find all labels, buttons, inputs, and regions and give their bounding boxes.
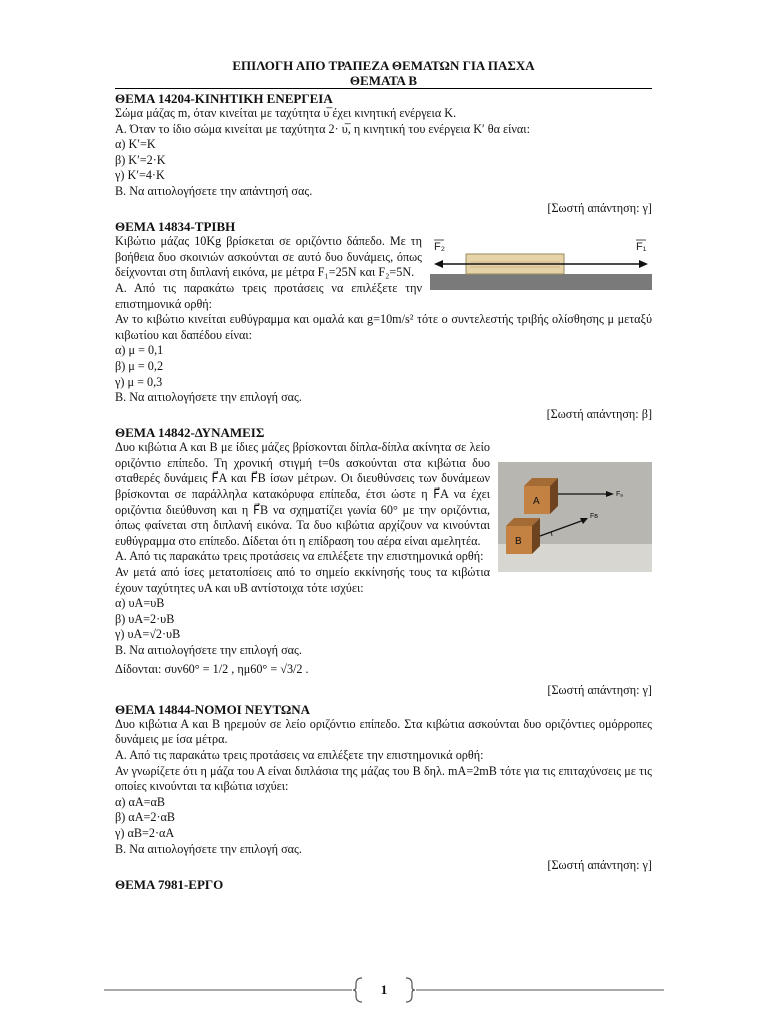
force-f1-label: F₁ (636, 241, 647, 254)
option-c: γ) υA=√2·υB (115, 627, 181, 642)
topic-title: ΘΕΜΑ 14844-ΝΟΜΟΙ ΝΕΥΤΩΝΑ (115, 701, 311, 717)
crate-rope-diagram (430, 238, 652, 290)
question-a: Α. Από τις παρακάτω τρεις προτάσεις να επιλέξετε την επιστημονικά ορθή: (115, 280, 422, 311)
correct-answer: [Σωστή απάντηση: γ] (547, 858, 652, 873)
correct-answer: [Σωστή απάντηση: β] (546, 406, 652, 421)
force-b-label: Fв (590, 513, 598, 521)
question-b: Β. Να αιτιολογήσετε την απάντησή σας. (115, 183, 313, 198)
box-a-label: A (533, 496, 540, 508)
question-condition: Αν μετά από ίσες μετατοπίσεις από το σημείο εκκίνησής τους τα κιβώτια έχουν ταχύτητες υA και υB αντίστοιχα τότε ισχύει: (115, 565, 490, 595)
force-a-label: Fₐ (616, 491, 623, 499)
option-a: α) K′=K (115, 137, 156, 152)
correct-answer: [Σωστή απάντηση: γ] (547, 683, 652, 698)
option-a: α) υA=υB (115, 596, 165, 611)
crate-rope-figure (430, 238, 652, 290)
page-footer (0, 976, 768, 1006)
question-b: Β. Να αιτιολογήσετε την επιλογή σας. (115, 643, 302, 657)
question-a: Α. Όταν το ίδιο σώμα κινείται με ταχύτητα 2· υ̅, η κινητική του ενέργεια K′ θα είναι: (115, 121, 530, 136)
topic-title-work: ΘΕΜΑ 7981-ΕΡΓΟ (115, 876, 224, 892)
option-a: α) αA=αB (115, 794, 166, 809)
problem-statement: Κιβώτιο μάζας 10Kg βρίσκεται σε οριζόντιο δάπεδο. Με τη βοήθεια δυο σκοινιών ασκούνται σε αυτό δυο δυνάμεις, όπως δείχνονται στη διπλανή εικόνα, με μέτρα F₁=25N και F₂=5N. (115, 234, 422, 280)
topic-newton-laws (115, 702, 652, 874)
option-c: γ) K′=4·K (115, 168, 165, 183)
option-b: β) υA=2·υB (115, 611, 175, 626)
question-condition: Αν το κιβώτιο κινείται ευθύγραμμα και ομαλά και g=10m/s² τότε ο συντελεστής τριβής ολίσθησης μ μεταξύ κιβωτίου και δαπέδου είναι: (115, 312, 652, 342)
topic-kinetic-energy (115, 91, 652, 216)
two-boxes-diagram (498, 462, 652, 572)
arrow-right (639, 260, 648, 268)
page-number: 1 (380, 982, 388, 997)
topic-title: ΘΕΜΑ 14204-ΚΙΝΗΤΙΚΗ ΕΝΕΡΓΕΙΑ (115, 91, 333, 106)
correct-answer: [Σωστή απάντηση: γ] (547, 200, 652, 215)
question-condition: Αν γνωρίζετε ότι η μάζα του Α είναι διπλάσια της μάζας του Β δηλ. mA=2mB τότε για τις επιταχύνσεις με τις οποίες κινούνται τα κιβώτια ισχύει: (115, 763, 652, 794)
document-subtitle: ΘΕΜΑΤΑ Β (115, 73, 652, 89)
two-boxes-figure (498, 462, 652, 572)
option-b: β) K′=2·K (115, 152, 166, 167)
force-f2-label: F₂ (434, 241, 445, 254)
topic-friction (115, 219, 652, 422)
floor-surface (430, 274, 652, 290)
given-values: Δίδονται: συν60° = 1/2 , ημ60° = √3/2 . (115, 661, 309, 676)
problem-statement: Δυο κιβώτια Α και Β με ίδιες μάζες βρίσκονται δίπλα-δίπλα ακίνητα σε λείο οριζόντιο επίπεδο. Τη χρονική στιγμή t=0s ασκούνται στα κιβώτια δυο σταθερές δυνάμεις F⃗A και F⃗B ίσων μέτρων. Οι διευθύνσεις των δυνάμεων βρίσκονται σε παράλληλα κατακόρυφα επίπεδα, έτσι ώστε η F⃗A να έχει οριζόντια διεύθυνση και η F⃗B να σχηματίζει γωνία 60° με την οριζόντια, όπως φαίνεται στη διπλανή εικόνα. Τα δυο κιβώτια αρχίζουν να κινούνται ευθύγραμμα στο επίπεδο. Δίδεται ότι η επίδραση του αέρα είναι αμελητέα. (115, 440, 490, 548)
option-c: γ) αB=2·αA (115, 825, 175, 840)
box-b-label: B (515, 536, 522, 548)
option-c: γ) μ = 0,3 (115, 374, 163, 389)
problem-statement: Σώμα μάζας m, όταν κινείται με ταχύτητα υ̅ έχει κινητική ενέργεια K. (115, 106, 457, 120)
problem-statement: Δυο κιβώτια Α και Β ηρεμούν σε λείο οριζόντιο επίπεδο. Στα κιβώτια ασκούνται δυο οριζόντιες ομόρροπες δυνάμεις με ίσα μέτρα. (115, 716, 652, 747)
topic-title: ΘΕΜΑ 14834-ΤΡΙΒΗ (115, 219, 236, 235)
option-b: β) αA=2·αB (115, 810, 176, 825)
question-b: Β. Να αιτιολογήσετε την επιλογή σας. (115, 841, 302, 856)
question-a: Α. Από τις παρακάτω τρεις προτάσεις να επιλέξετε την επιστημονικά ορθή: (115, 747, 484, 762)
topic-title: ΘΕΜΑ 14842-ΔΥΝΑΜΕΙΣ (115, 425, 265, 441)
document-title: ΕΠΙΛΟΓΗ ΑΠΟ ΤΡΑΠΕΖΑ ΘΕΜΑΤΩΝ ΓΙΑ ΠΑΣΧΑ (232, 58, 535, 73)
question-b: Β. Να αιτιολογήσετε την επιλογή σας. (115, 390, 302, 405)
document-page (115, 58, 652, 892)
option-a: α) μ = 0,1 (115, 343, 164, 358)
topic-forces (115, 425, 652, 699)
option-b: β) μ = 0,2 (115, 358, 164, 373)
arrow-left (434, 260, 443, 268)
question-a: Α. Από τις παρακάτω τρεις προτάσεις να επιλέξετε την επιστημονικά ορθή: (115, 549, 484, 564)
